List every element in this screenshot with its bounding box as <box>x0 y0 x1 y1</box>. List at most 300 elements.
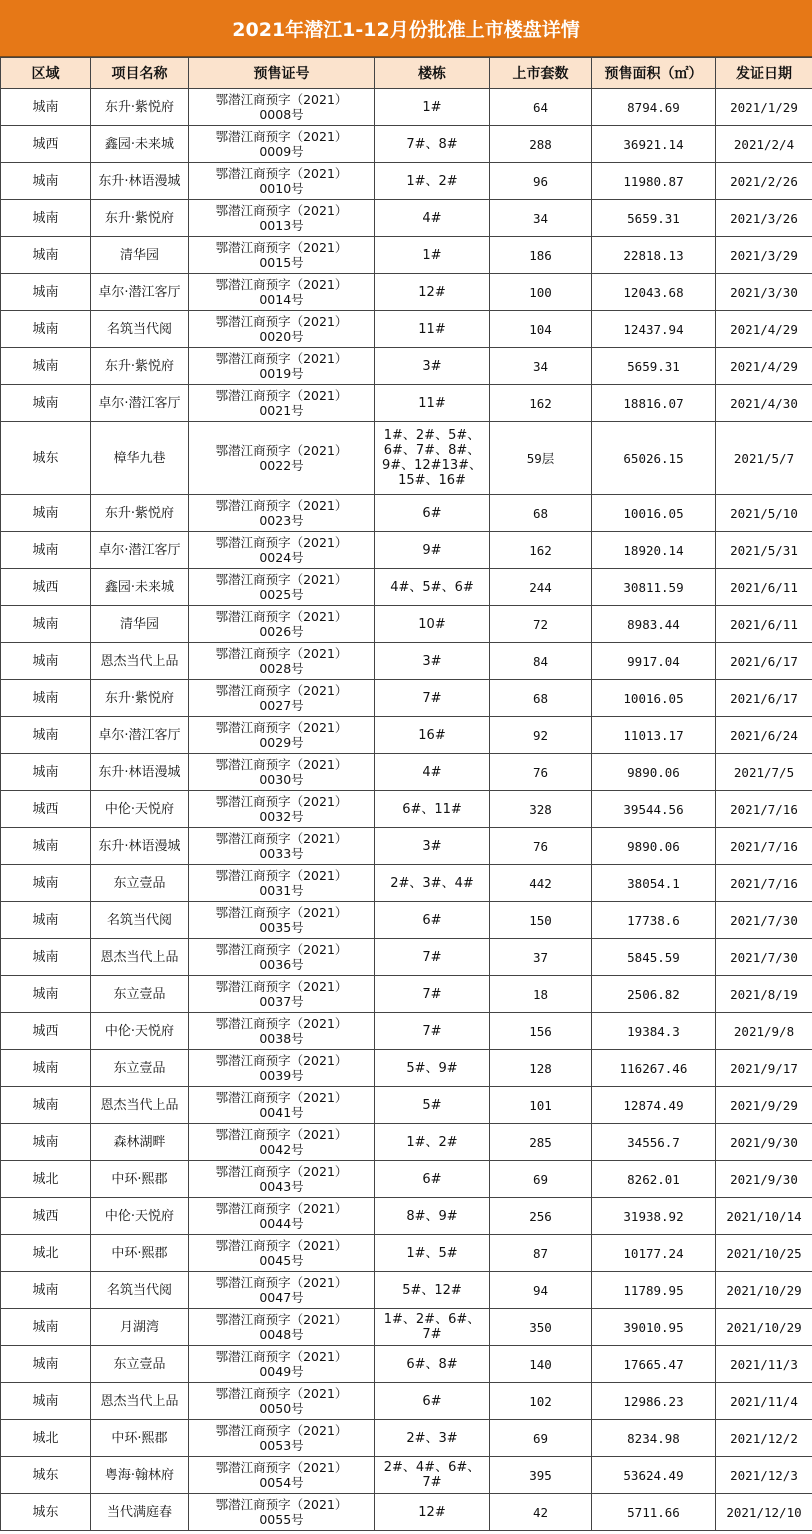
cert-prefix: 鄂潜江商预字（2021） <box>215 92 348 107</box>
cell-date: 2021/12/2 <box>716 1420 812 1457</box>
cert-prefix: 鄂潜江商预字（2021） <box>215 535 348 550</box>
cell-buildings: 3# <box>375 348 490 385</box>
cert-prefix: 鄂潜江商预字（2021） <box>215 905 348 920</box>
cell-area: 10177.24 <box>592 1235 716 1272</box>
cert-number: 0038号 <box>259 1031 304 1046</box>
cell-area: 5659.31 <box>592 348 716 385</box>
cell-region: 城南 <box>1 754 91 791</box>
cell-date: 2021/7/16 <box>716 865 812 902</box>
cell-date: 2021/2/4 <box>716 126 812 163</box>
table-row <box>1 274 812 311</box>
cell-units: 84 <box>490 643 592 680</box>
cell-project: 清华园 <box>91 606 189 643</box>
cell-cert <box>189 643 375 680</box>
cell-cert <box>189 1494 375 1531</box>
cell-units: 92 <box>490 717 592 754</box>
table-header <box>1 58 812 89</box>
cell-buildings: 7# <box>375 976 490 1013</box>
cell-cert <box>189 569 375 606</box>
cell-cert <box>189 1235 375 1272</box>
table-row <box>1 939 812 976</box>
cell-project: 东升·林语漫城 <box>91 828 189 865</box>
cell-date: 2021/3/30 <box>716 274 812 311</box>
cell-region: 城南 <box>1 680 91 717</box>
cell-buildings: 7# <box>375 939 490 976</box>
cert-prefix: 鄂潜江商预字（2021） <box>215 203 348 218</box>
cell-date: 2021/10/29 <box>716 1309 812 1346</box>
cell-project: 鑫园·未来城 <box>91 569 189 606</box>
table-row <box>1 1161 812 1198</box>
cell-units: 244 <box>490 569 592 606</box>
cell-units: 72 <box>490 606 592 643</box>
table-row <box>1 1457 812 1494</box>
cell-region: 城南 <box>1 274 91 311</box>
cell-units: 68 <box>490 680 592 717</box>
cell-project: 东立壹品 <box>91 1050 189 1087</box>
cell-units: 42 <box>490 1494 592 1531</box>
cell-region: 城北 <box>1 1235 91 1272</box>
cell-date: 2021/10/14 <box>716 1198 812 1235</box>
cell-date: 2021/7/16 <box>716 791 812 828</box>
cell-area: 65026.15 <box>592 422 716 495</box>
table-row <box>1 532 812 569</box>
cert-prefix: 鄂潜江商预字（2021） <box>215 443 348 458</box>
cell-date: 2021/8/19 <box>716 976 812 1013</box>
table-row <box>1 717 812 754</box>
cell-region: 城西 <box>1 791 91 828</box>
cell-buildings: 6#、8# <box>375 1346 490 1383</box>
cell-project: 东升·紫悦府 <box>91 348 189 385</box>
cell-project: 樟华九巷 <box>91 422 189 495</box>
cert-number: 0047号 <box>259 1290 304 1305</box>
cert-number: 0029号 <box>259 735 304 750</box>
table-row <box>1 89 812 126</box>
cell-cert <box>189 1383 375 1420</box>
cell-project: 东升·紫悦府 <box>91 680 189 717</box>
cell-region: 城南 <box>1 902 91 939</box>
cell-project: 恩杰当代上品 <box>91 1383 189 1420</box>
cell-region: 城南 <box>1 532 91 569</box>
table-row <box>1 1346 812 1383</box>
cell-buildings: 6# <box>375 1161 490 1198</box>
cert-prefix: 鄂潜江商预字（2021） <box>215 831 348 846</box>
cell-cert <box>189 1087 375 1124</box>
cell-area: 17738.6 <box>592 902 716 939</box>
cell-date: 2021/6/11 <box>716 606 812 643</box>
cell-region: 城南 <box>1 1050 91 1087</box>
cell-buildings: 1#、2#、6#、7# <box>375 1309 490 1346</box>
table-row <box>1 385 812 422</box>
cell-region: 城南 <box>1 495 91 532</box>
cert-number: 0025号 <box>259 587 304 602</box>
cell-cert <box>189 1050 375 1087</box>
cell-area: 12874.49 <box>592 1087 716 1124</box>
cell-units: 162 <box>490 532 592 569</box>
cell-date: 2021/4/29 <box>716 311 812 348</box>
table-row <box>1 163 812 200</box>
cert-prefix: 鄂潜江商预字（2021） <box>215 1238 348 1253</box>
cell-project: 东升·紫悦府 <box>91 200 189 237</box>
cert-number: 0020号 <box>259 329 304 344</box>
cell-units: 94 <box>490 1272 592 1309</box>
cell-project: 清华园 <box>91 237 189 274</box>
cell-area: 39010.95 <box>592 1309 716 1346</box>
cell-area: 8983.44 <box>592 606 716 643</box>
cell-region: 城东 <box>1 1457 91 1494</box>
cert-number: 0053号 <box>259 1438 304 1453</box>
cell-date: 2021/4/30 <box>716 385 812 422</box>
cert-prefix: 鄂潜江商预字（2021） <box>215 351 348 366</box>
cell-buildings: 4#、5#、6# <box>375 569 490 606</box>
table-row <box>1 754 812 791</box>
cell-cert <box>189 495 375 532</box>
table-row <box>1 237 812 274</box>
cell-cert <box>189 1198 375 1235</box>
cell-buildings: 1#、2# <box>375 163 490 200</box>
header-project: 项目名称 <box>91 58 189 89</box>
cert-number: 0013号 <box>259 218 304 233</box>
table-row <box>1 311 812 348</box>
cell-area: 5659.31 <box>592 200 716 237</box>
cert-prefix: 鄂潜江商预字（2021） <box>215 683 348 698</box>
cert-number: 0014号 <box>259 292 304 307</box>
cert-number: 0043号 <box>259 1179 304 1194</box>
cell-area: 17665.47 <box>592 1346 716 1383</box>
cert-number: 0041号 <box>259 1105 304 1120</box>
cell-cert <box>189 532 375 569</box>
cell-buildings: 6# <box>375 495 490 532</box>
cell-cert <box>189 1161 375 1198</box>
cell-project: 卓尔·潜江客厅 <box>91 532 189 569</box>
cell-units: 37 <box>490 939 592 976</box>
cell-cert <box>189 200 375 237</box>
cell-area: 18816.07 <box>592 385 716 422</box>
table-row <box>1 348 812 385</box>
cell-date: 2021/11/3 <box>716 1346 812 1383</box>
cell-buildings: 1#、2# <box>375 1124 490 1161</box>
cell-date: 2021/12/3 <box>716 1457 812 1494</box>
cell-project: 东升·紫悦府 <box>91 89 189 126</box>
cell-date: 2021/7/5 <box>716 754 812 791</box>
cell-project: 恩杰当代上品 <box>91 643 189 680</box>
cell-region: 城西 <box>1 1013 91 1050</box>
cell-units: 328 <box>490 791 592 828</box>
cell-region: 城南 <box>1 1309 91 1346</box>
cert-number: 0009号 <box>259 144 304 159</box>
cert-prefix: 鄂潜江商预字（2021） <box>215 1460 348 1475</box>
cell-date: 2021/4/29 <box>716 348 812 385</box>
cell-region: 城南 <box>1 311 91 348</box>
cert-number: 0031号 <box>259 883 304 898</box>
cell-date: 2021/6/24 <box>716 717 812 754</box>
cert-number: 0032号 <box>259 809 304 824</box>
cell-units: 128 <box>490 1050 592 1087</box>
cell-region: 城南 <box>1 1383 91 1420</box>
cert-prefix: 鄂潜江商预字（2021） <box>215 1164 348 1179</box>
cell-buildings: 9# <box>375 532 490 569</box>
cell-project: 鑫园·未来城 <box>91 126 189 163</box>
cell-project: 中伦·天悦府 <box>91 791 189 828</box>
cell-area: 12986.23 <box>592 1383 716 1420</box>
cell-buildings: 2#、3#、4# <box>375 865 490 902</box>
cell-project: 中伦·天悦府 <box>91 1198 189 1235</box>
table-row <box>1 422 812 495</box>
cell-buildings: 7# <box>375 1013 490 1050</box>
cell-date: 2021/12/10 <box>716 1494 812 1531</box>
cell-area: 34556.7 <box>592 1124 716 1161</box>
cell-area: 30811.59 <box>592 569 716 606</box>
cert-number: 0015号 <box>259 255 304 270</box>
cell-region: 城东 <box>1 422 91 495</box>
table-row <box>1 791 812 828</box>
cert-number: 0055号 <box>259 1512 304 1527</box>
cert-number: 0030号 <box>259 772 304 787</box>
cell-units: 350 <box>490 1309 592 1346</box>
cell-region: 城南 <box>1 89 91 126</box>
cell-date: 2021/9/17 <box>716 1050 812 1087</box>
cell-project: 名筑当代阅 <box>91 311 189 348</box>
cert-number: 0024号 <box>259 550 304 565</box>
cell-cert <box>189 163 375 200</box>
cell-region: 城南 <box>1 865 91 902</box>
cell-area: 22818.13 <box>592 237 716 274</box>
cert-prefix: 鄂潜江商预字（2021） <box>215 129 348 144</box>
cert-prefix: 鄂潜江商预字（2021） <box>215 1349 348 1364</box>
cell-date: 2021/9/29 <box>716 1087 812 1124</box>
table-row <box>1 1420 812 1457</box>
cell-units: 96 <box>490 163 592 200</box>
cell-date: 2021/9/8 <box>716 1013 812 1050</box>
cell-area: 53624.49 <box>592 1457 716 1494</box>
cell-date: 2021/6/11 <box>716 569 812 606</box>
cert-prefix: 鄂潜江商预字（2021） <box>215 1090 348 1105</box>
cell-project: 东立壹品 <box>91 1346 189 1383</box>
table-row <box>1 200 812 237</box>
header-area: 预售面积（㎡） <box>592 58 716 89</box>
header-buildings: 楼栋 <box>375 58 490 89</box>
table-row <box>1 680 812 717</box>
cell-buildings: 11# <box>375 311 490 348</box>
table-row <box>1 1309 812 1346</box>
cell-project: 东升·林语漫城 <box>91 163 189 200</box>
cell-units: 34 <box>490 200 592 237</box>
cell-region: 城南 <box>1 237 91 274</box>
cell-cert <box>189 680 375 717</box>
cert-prefix: 鄂潜江商预字（2021） <box>215 646 348 661</box>
header-region: 区域 <box>1 58 91 89</box>
cell-buildings: 2#、4#、6#、7# <box>375 1457 490 1494</box>
table-row <box>1 1124 812 1161</box>
cell-units: 76 <box>490 754 592 791</box>
cert-prefix: 鄂潜江商预字（2021） <box>215 1312 348 1327</box>
cert-number: 0035号 <box>259 920 304 935</box>
cell-buildings: 1#、2#、5#、6#、7#、8#、9#、12#13#、15#、16# <box>375 422 490 495</box>
cell-project: 卓尔·潜江客厅 <box>91 274 189 311</box>
cell-units: 162 <box>490 385 592 422</box>
cell-region: 城西 <box>1 1198 91 1235</box>
cell-units: 285 <box>490 1124 592 1161</box>
cell-cert <box>189 385 375 422</box>
cert-prefix: 鄂潜江商预字（2021） <box>215 240 348 255</box>
table-row <box>1 902 812 939</box>
cell-date: 2021/6/17 <box>716 680 812 717</box>
cert-number: 0054号 <box>259 1475 304 1490</box>
cert-prefix: 鄂潜江商预字（2021） <box>215 572 348 587</box>
cert-prefix: 鄂潜江商预字（2021） <box>215 720 348 735</box>
table-row <box>1 643 812 680</box>
header-row <box>1 58 812 89</box>
cell-area: 9890.06 <box>592 828 716 865</box>
cell-project: 中环·熙郡 <box>91 1161 189 1198</box>
table-row <box>1 1383 812 1420</box>
cert-number: 0044号 <box>259 1216 304 1231</box>
table-row <box>1 1050 812 1087</box>
cell-region: 城南 <box>1 939 91 976</box>
cell-area: 5711.66 <box>592 1494 716 1531</box>
cert-number: 0045号 <box>259 1253 304 1268</box>
cell-region: 城南 <box>1 976 91 1013</box>
cell-region: 城南 <box>1 385 91 422</box>
cell-date: 2021/6/17 <box>716 643 812 680</box>
cell-project: 森林湖畔 <box>91 1124 189 1161</box>
cell-region: 城南 <box>1 1272 91 1309</box>
cell-project: 恩杰当代上品 <box>91 939 189 976</box>
cell-area: 10016.05 <box>592 495 716 532</box>
cert-number: 0039号 <box>259 1068 304 1083</box>
cell-area: 31938.92 <box>592 1198 716 1235</box>
cell-cert <box>189 1346 375 1383</box>
cell-project: 卓尔·潜江客厅 <box>91 385 189 422</box>
cell-units: 186 <box>490 237 592 274</box>
cert-prefix: 鄂潜江商预字（2021） <box>215 1386 348 1401</box>
cell-units: 76 <box>490 828 592 865</box>
cell-buildings: 4# <box>375 200 490 237</box>
cell-date: 2021/3/29 <box>716 237 812 274</box>
cert-prefix: 鄂潜江商预字（2021） <box>215 498 348 513</box>
cert-number: 0050号 <box>259 1401 304 1416</box>
cell-area: 11013.17 <box>592 717 716 754</box>
cert-number: 0042号 <box>259 1142 304 1157</box>
cell-cert <box>189 865 375 902</box>
sheet-title: 2021年潜江1-12月份批准上市楼盘详情 <box>0 0 812 57</box>
cert-number: 0023号 <box>259 513 304 528</box>
table-row <box>1 495 812 532</box>
cell-date: 2021/2/26 <box>716 163 812 200</box>
cell-date: 2021/11/4 <box>716 1383 812 1420</box>
cell-buildings: 10# <box>375 606 490 643</box>
cell-region: 城南 <box>1 348 91 385</box>
cell-units: 150 <box>490 902 592 939</box>
cell-units: 140 <box>490 1346 592 1383</box>
cert-prefix: 鄂潜江商预字（2021） <box>215 388 348 403</box>
header-units: 上市套数 <box>490 58 592 89</box>
cell-area: 19384.3 <box>592 1013 716 1050</box>
cell-project: 中环·熙郡 <box>91 1420 189 1457</box>
cert-number: 0033号 <box>259 846 304 861</box>
cell-area: 9917.04 <box>592 643 716 680</box>
cell-units: 102 <box>490 1383 592 1420</box>
cell-units: 59层 <box>490 422 592 495</box>
cell-region: 城西 <box>1 126 91 163</box>
cell-units: 69 <box>490 1420 592 1457</box>
cell-buildings: 5#、9# <box>375 1050 490 1087</box>
cell-project: 月湖湾 <box>91 1309 189 1346</box>
cell-buildings: 2#、3# <box>375 1420 490 1457</box>
cell-region: 城南 <box>1 717 91 754</box>
cell-area: 116267.46 <box>592 1050 716 1087</box>
table-row <box>1 828 812 865</box>
table-row <box>1 1013 812 1050</box>
cell-buildings: 6#、11# <box>375 791 490 828</box>
cert-number: 0010号 <box>259 181 304 196</box>
cell-cert <box>189 1420 375 1457</box>
cell-project: 中环·熙郡 <box>91 1235 189 1272</box>
cert-number: 0028号 <box>259 661 304 676</box>
cell-buildings: 5# <box>375 1087 490 1124</box>
presale-table <box>0 57 812 1531</box>
cell-cert <box>189 89 375 126</box>
cell-cert <box>189 1457 375 1494</box>
cell-cert <box>189 791 375 828</box>
cert-prefix: 鄂潜江商预字（2021） <box>215 166 348 181</box>
cell-project: 东立壹品 <box>91 865 189 902</box>
cell-area: 5845.59 <box>592 939 716 976</box>
cell-date: 2021/5/10 <box>716 495 812 532</box>
cert-prefix: 鄂潜江商预字（2021） <box>215 1423 348 1438</box>
cell-cert <box>189 1272 375 1309</box>
cell-area: 36921.14 <box>592 126 716 163</box>
cell-units: 101 <box>490 1087 592 1124</box>
cert-prefix: 鄂潜江商预字（2021） <box>215 1275 348 1290</box>
cell-area: 38054.1 <box>592 865 716 902</box>
cell-date: 2021/10/25 <box>716 1235 812 1272</box>
cell-date: 2021/1/29 <box>716 89 812 126</box>
cell-area: 11789.95 <box>592 1272 716 1309</box>
cell-cert <box>189 1013 375 1050</box>
cert-prefix: 鄂潜江商预字（2021） <box>215 1053 348 1068</box>
cell-date: 2021/7/30 <box>716 939 812 976</box>
cell-region: 城南 <box>1 200 91 237</box>
cell-cert <box>189 754 375 791</box>
cell-buildings: 12# <box>375 274 490 311</box>
table-row <box>1 1272 812 1309</box>
cell-cert <box>189 274 375 311</box>
cell-project: 名筑当代阅 <box>91 902 189 939</box>
cell-buildings: 11# <box>375 385 490 422</box>
cell-area: 8234.98 <box>592 1420 716 1457</box>
cell-units: 442 <box>490 865 592 902</box>
cell-date: 2021/5/7 <box>716 422 812 495</box>
cert-number: 0019号 <box>259 366 304 381</box>
cert-prefix: 鄂潜江商预字（2021） <box>215 277 348 292</box>
cell-project: 中伦·天悦府 <box>91 1013 189 1050</box>
cell-area: 11980.87 <box>592 163 716 200</box>
cell-cert <box>189 1309 375 1346</box>
cell-region: 城东 <box>1 1494 91 1531</box>
table-row <box>1 1198 812 1235</box>
cert-prefix: 鄂潜江商预字（2021） <box>215 1497 348 1512</box>
cell-region: 城南 <box>1 1124 91 1161</box>
cell-buildings: 7# <box>375 680 490 717</box>
cell-project: 东立壹品 <box>91 976 189 1013</box>
table-row <box>1 1235 812 1272</box>
cell-buildings: 3# <box>375 643 490 680</box>
cell-date: 2021/3/26 <box>716 200 812 237</box>
cell-date: 2021/10/29 <box>716 1272 812 1309</box>
cert-number: 0036号 <box>259 957 304 972</box>
cell-buildings: 7#、8# <box>375 126 490 163</box>
cell-buildings: 16# <box>375 717 490 754</box>
